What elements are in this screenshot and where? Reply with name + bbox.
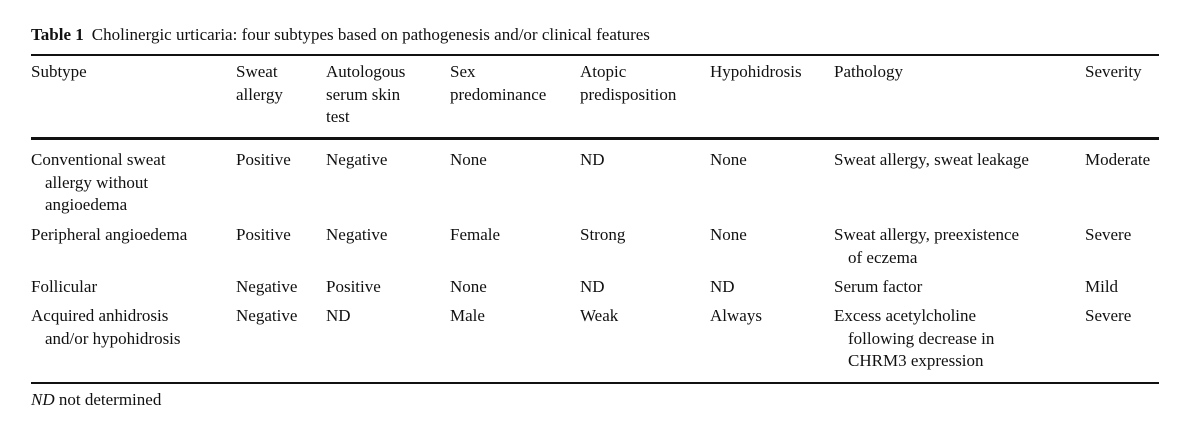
cell-hypohidrosis: None [710,150,747,169]
cell-pathology [834,305,994,373]
cell-sex-predominance: None [450,150,487,169]
header-text-line: test [326,107,350,126]
cell-pathology [834,149,1029,172]
cell-severity: Moderate [1085,150,1151,169]
table-footnote [31,389,161,412]
footnote-text: not determined [58,390,162,409]
cell-text-line: Sweat allergy, sweat leakage [834,150,1029,169]
header-rule [31,137,1159,140]
cell-text-line: Serum factor [834,277,923,296]
cell-subtype [31,149,166,217]
header-atopic-predisposition [580,61,676,106]
header-sweat-allergy [236,61,283,106]
cell-sex-predominance: None [450,277,487,296]
bottom-rule [31,382,1159,384]
footnote-abbreviation: ND [31,390,55,409]
header-text-line: predominance [450,84,547,104]
header-text-line: Sex [450,62,476,81]
cell-severity: Severe [1085,225,1132,244]
table-label: Table 1 [31,25,84,44]
header-severity [1085,61,1142,84]
header-text-line: Atopic [580,62,627,81]
cell-subtype [31,305,181,350]
header-subtype [31,61,87,84]
header-autologous-serum-skin-test [326,61,405,129]
cell-text-line: Excess acetylcholine [834,306,977,325]
cell-sweat-allergy: Positive [236,225,291,244]
header-text-line: Hypohidrosis [710,62,802,81]
cell-pathology [834,276,922,299]
header-text-line: Pathology [834,62,903,81]
cell-text-line: Peripheral angioedema [31,225,188,244]
cell-subtype [31,224,187,247]
header-text-line: Subtype [31,62,87,81]
cell-atopic-predisposition: Strong [580,225,626,244]
header-text-line: Sweat [236,62,278,81]
cell-text-line: angioedema [45,195,128,214]
cell-sweat-allergy: Negative [236,277,298,296]
header-text-line: Autologous [326,62,406,81]
header-text-line: allergy [236,84,283,104]
cell-text-line: Conventional sweat [31,150,166,169]
cell-pathology [834,224,1019,269]
cell-severity: Severe [1085,306,1132,325]
header-text-line: Severity [1085,62,1142,81]
top-rule [31,54,1159,56]
table-caption [31,24,650,47]
cell-text-line: Acquired anhidrosis [31,306,169,325]
cell-autologous-serum-skin-test: Positive [326,277,381,296]
cell-sex-predominance: Female [450,225,501,244]
cell-hypohidrosis: None [710,225,747,244]
cell-sweat-allergy: Positive [236,150,291,169]
table-title: Cholinergic urticaria: four subtypes based on pathogenesis and/or clinical features [91,25,650,44]
header-hypohidrosis [710,61,802,84]
cell-severity: Mild [1085,277,1119,296]
cell-text-line: Sweat allergy, preexistence [834,225,1020,244]
cell-text-line: allergy without [45,172,149,192]
header-sex-predominance [450,61,546,106]
cell-atopic-predisposition: Weak [580,306,619,325]
cell-text-line: CHRM3 expression [848,351,984,370]
cell-text-line: following decrease in [848,328,995,348]
cell-sex-predominance: Male [450,306,485,325]
cell-atopic-predisposition: ND [580,277,605,296]
cell-sweat-allergy: Negative [236,306,298,325]
cell-subtype [31,276,97,299]
header-text-line: predisposition [580,84,677,104]
cell-autologous-serum-skin-test: Negative [326,150,388,169]
cell-text-line: of eczema [848,247,918,267]
cell-atopic-predisposition: ND [580,150,605,169]
cell-hypohidrosis: ND [710,277,735,296]
cell-autologous-serum-skin-test: Negative [326,225,388,244]
header-pathology [834,61,903,84]
header-text-line: serum skin [326,84,401,104]
cell-text-line: Follicular [31,277,98,296]
cell-hypohidrosis: Always [710,306,762,325]
cell-text-line: and/or hypohidrosis [45,328,181,348]
cell-autologous-serum-skin-test: ND [326,306,351,325]
